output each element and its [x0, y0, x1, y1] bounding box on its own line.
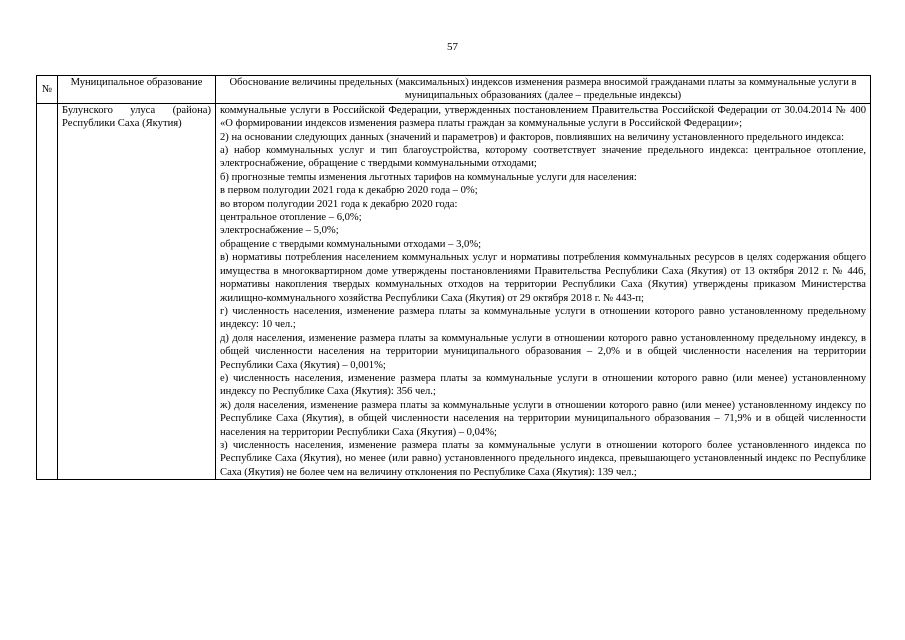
- paragraph-item-e: е) численность населения, изменение размера платы за коммунальные услуги в отношении которого равно (или менее) установленному индексу по Республике Саха (Якутия): 356 чел.;: [220, 372, 866, 398]
- paragraph-item-z: з) численность населения, изменение размера платы за коммунальные услуги в отношении которого более установленного индекса по Республике Саха (Якутия), но менее (или равно) установленного предельного индекса, превышающего установленный индекс по Республике Саха (Якутия) не более чем на величину отклонения по Республике Саха (Якутия): 139 чел.;: [220, 439, 866, 478]
- paragraph-heating: центральное отопление – 6,0%;: [220, 212, 362, 224]
- paragraph-item-zh: ж) доля населения, изменение размера платы за коммунальные услуги в отношении которого равно (или менее) установленному индексу по Республике Саха (Якутия), в общей численности населения на территории муниципального образования – 71,9% и в общей численности населения на территории Республики Саха (Якутия) – 0,04%;: [220, 399, 866, 438]
- paragraph-item-2: 2) на основании следующих данных (значений и параметров) и факторов, повлиявших на величину установленного предельного индекса:: [220, 131, 845, 143]
- paragraph-first-half: в первом полугодии 2021 года к декабрю 2020 года – 0%;: [220, 185, 478, 197]
- paragraph-electricity: электроснабжение – 5,0%;: [220, 225, 339, 237]
- paragraph-item-b: б) прогнозные темпы изменения льготных тарифов на коммунальные услуги для населения:: [220, 171, 637, 183]
- justification-table: [36, 75, 871, 480]
- paragraph-item-g: г) численность населения, изменение размера платы за коммунальные услуги в отношении которого равно установленному предельному индексу: 10 чел.;: [220, 305, 866, 331]
- paragraph-item-a: а) набор коммунальных услуг и тип благоустройства, которому соответствует значение предельного индекса: центральное отопление, электроснабжение, обращение с твердыми коммунальными отходами;: [220, 145, 866, 170]
- table-header-row: [37, 76, 871, 104]
- header-municipality: Муниципальное образование: [58, 76, 216, 104]
- cell-justification: [216, 103, 871, 479]
- paragraph-item-d: д) доля населения, изменение размера платы за коммунальные услуги в отношении которого равно установленному предельному индексу, в общей численности населения на территории муниципального образования – 2,0% и в общей численности населения на территории Республики Саха (Якутия) – 0,001%;: [220, 332, 866, 371]
- cell-municipality: Булунского улуса (района) Республики Саха (Якутия): [58, 103, 216, 479]
- paragraph-item-v: в) нормативы потребления населением коммунальных услуг и нормативы потребления коммунальных ресурсов в целях содержания общего имущества в многоквартирном доме утверждены постановлениями Правительства Республики Саха (Якутия) от 13 октября 2012 г. № 446, нормативы накопления твердых коммунальных отходов на территории Республики Саха (Якутия) утверждены приказом Министерства жилищно-коммунального хозяйства Республики Саха (Якутия) от 29 октября 2018 г. № 443-п;: [220, 252, 866, 304]
- paragraph-continuation: коммунальные услуги в Российской Федерации, утвержденных постановлением Правительства Российской Федерации от 30.04.2014 № 400 «О формировании индексов изменения размера платы граждан за коммунальные услуги в Российской Федерации»;: [220, 104, 866, 130]
- cell-number: [37, 103, 58, 479]
- header-number: №: [37, 76, 58, 104]
- page-number: 57: [447, 41, 458, 53]
- table-row: [37, 103, 871, 479]
- paragraph-second-half: во втором полугодии 2021 года к декабрю 2020 года:: [220, 198, 458, 210]
- paragraph-waste: обращение с твердыми коммунальными отходами – 3,0%;: [220, 238, 482, 250]
- header-justification: Обоснование величины предельных (максимальных) индексов изменения размера вносимой гражданами платы за коммунальные услуги в муниципальных образованиях (далее – предельные индексы): [216, 76, 871, 104]
